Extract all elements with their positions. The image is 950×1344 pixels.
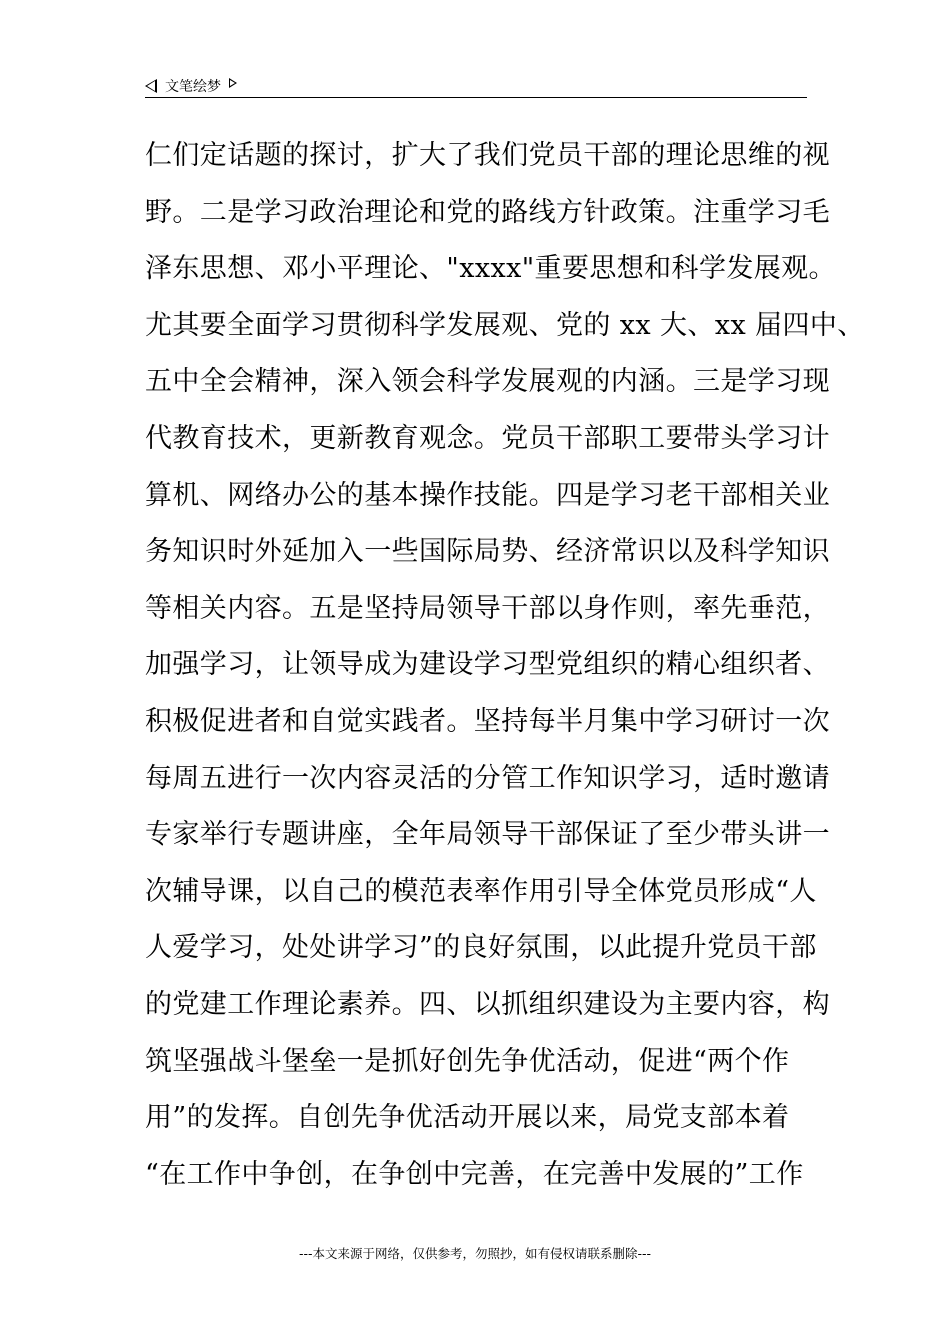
document-body: [145, 128, 865, 1203]
text-line: 野。二是学习政治理论和党的路线方针政策。注重学习毛: [145, 196, 830, 228]
triangle-left-icon: [145, 79, 157, 93]
text-line: 代教育技术，更新教育观念。党员干部职工要带头学习计: [145, 422, 830, 454]
text-line: 泽东思想、邓小平理论、"xxxx"重要思想和科学发展观。: [145, 253, 836, 285]
header-title: 文笔绘梦: [165, 79, 221, 95]
text-line: 尤其要全面学习贯彻科学发展观、党的 xx 大、xx 届四中、: [145, 309, 865, 341]
header-divider: [145, 97, 807, 98]
text-line: 每周五进行一次内容灵活的分管工作知识学习，适时邀请: [145, 762, 830, 794]
text-line: 专家举行专题讲座，全年局领导干部保证了至少带头讲一: [145, 819, 830, 851]
page-header: [145, 74, 807, 98]
text-line: 等相关内容。五是坚持局领导干部以身作则，率先垂范，: [145, 592, 830, 624]
text-line: 务知识时外延加入一些国际局势、经济常识以及科学知识: [145, 536, 830, 568]
text-line: 算机、网络办公的基本操作技能。四是学习老干部相关业: [145, 479, 830, 511]
text-line: 五中全会精神，深入领会科学发展观的内涵。三是学习现: [145, 366, 830, 398]
text-line: 次辅导课，以自己的模范表率作用引导全体党员形成“人: [145, 875, 817, 907]
text-line: 用”的发挥。自创先争优活动开展以来，局党支部本着: [145, 1102, 790, 1134]
text-line: 的党建工作理论素养。四、以抓组织建设为主要内容，构: [145, 988, 830, 1020]
triangle-right-icon: [229, 78, 237, 88]
text-line: “在工作中争创，在争创中完善，在完善中发展的”工作: [145, 1158, 804, 1190]
text-line: 仁们定话题的探讨，扩大了我们党员干部的理论思维的视: [145, 140, 830, 171]
text-line: 积极促进者和自觉实践者。坚持每半月集中学习研讨一次: [145, 705, 830, 737]
text-line: 加强学习，让领导成为建设学习型党组织的精心组织者、: [145, 649, 830, 681]
text-line: 筑坚强战斗堡垒一是抓好创先争优活动，促进“两个作: [145, 1045, 790, 1077]
text-line: 人爱学习，处处讲学习”的良好氛围，以此提升党员干部: [145, 932, 817, 964]
page-footer: ---本文来源于网络，仅供参考，勿照抄，如有侵权请联系删除---: [298, 1246, 652, 1261]
